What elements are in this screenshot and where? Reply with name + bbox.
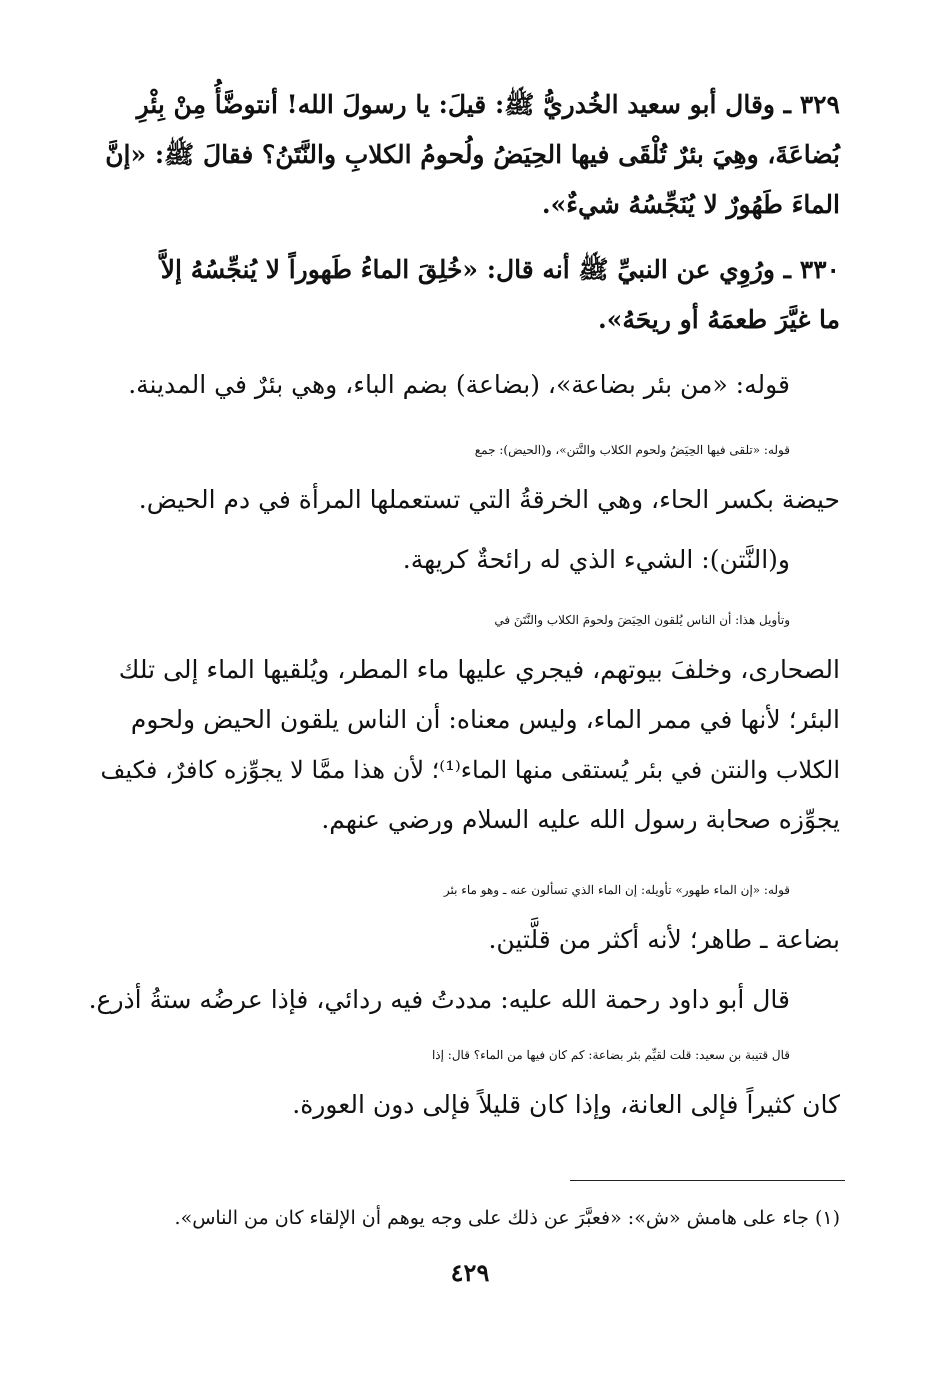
hadith-329 <box>100 80 840 230</box>
commentary-tawil <box>100 595 840 845</box>
text-line: قوله: «إن الماء طهور» تأويله: إن الماء الذي تسألون عنه ـ وهو ماء بئر <box>443 883 790 897</box>
text-line: و(النَّتن): الشيء الذي له رائحةٌ كريهة. <box>402 545 790 574</box>
text-line: قال قتيبة بن سعيد: قلت لقيِّم بئر بضاعة: كم كان فيها من الماء؟ قال: إذا <box>431 1048 790 1062</box>
text-line: الصحارى، وخلفَ بيوتهم، فيجري عليها ماء المطر، ويُلقيها الماء إلى تلك <box>118 655 840 684</box>
commentary-hiyad <box>100 425 840 525</box>
hadith-330 <box>100 245 840 345</box>
text-line: قوله: «تلقى فيها الحِيَضُ ولحوم الكلاب والنَّتن»، و(الحيض): جمع <box>474 443 790 457</box>
text-line: يجوِّزه صحابة رسول الله عليه السلام ورضي عنهم. <box>321 805 840 834</box>
text-line: ما غيَّرَ طعمَهُ أو ريحَهُ». <box>598 305 840 334</box>
text-line: بضاعة ـ طاهر؛ لأنه أكثر من قلَّتين. <box>488 925 840 954</box>
text-line: ٣٣٠ ـ ورُوِي عن النبيِّ ﷺ أنه قال: «خُلِقَ الماءُ طَهوراً لا يُنجِّسُهُ إلاَّ <box>160 255 840 284</box>
text-line: كان كثيراً فإلى العانة، وإذا كان قليلاً فإلى دون العورة. <box>292 1090 840 1119</box>
footnote: (١) جاء على هامش «ش»: «فعبَّرَ عن ذلك على وجه يوهم أن الإلقاء كان من الناس». <box>174 1207 840 1229</box>
qutayba-quote <box>100 1030 840 1130</box>
commentary-tahur <box>100 865 840 965</box>
page-number: ٤٢٩ <box>450 1258 490 1287</box>
text-line: قال أبو داود رحمة الله عليه: مددتُ فيه ردائي، فإذا عرضُه ستةُ أذرع. <box>88 985 790 1014</box>
text-line: بُضاعَةَ، وهِيَ بئرٌ تُلْقَى فيها الحِيَضُ ولُحومُ الكلابِ والنَّتَنُ؟ فقالَ ﷺ: «إنَّ <box>105 140 840 169</box>
commentary-budaa <box>50 360 840 410</box>
text-line: قوله: «من بئر بضاعة»، (بضاعة) بضم الباء، وهي بئرٌ في المدينة. <box>128 370 790 399</box>
text-line: حيضة بكسر الحاء، وهي الخرقةُ التي تستعملها المرأة في دم الحيض. <box>138 485 840 514</box>
abu-dawud-quote <box>50 975 840 1025</box>
text-line: ٣٢٩ ـ وقال أبو سعيد الخُدريُّ ﷺ: قيلَ: يا رسولَ الله! أنتوضَّأُ مِنْ بِئْرِ <box>136 90 840 119</box>
commentary-natan <box>50 535 840 585</box>
text-line: البئر؛ لأنها في ممر الماء، وليس معناه: أن الناس يلقون الحيض ولحوم <box>130 705 840 734</box>
text-line: الماءَ طَهُورٌ لا يُنَجِّسُهُ شيءٌ». <box>541 190 840 219</box>
text-line: وتأويل هذا: أن الناس يُلقون الحِيَضَ ولحومَ الكلاب والنَّتَنَ في <box>494 613 790 627</box>
footnote-divider <box>570 1180 845 1181</box>
text-line: الكلاب والنتن في بئر يُستقى منها الماء⁽¹⁾؛ لأن هذا ممَّا لا يجوِّزه كافرٌ، فكيف <box>100 756 840 784</box>
